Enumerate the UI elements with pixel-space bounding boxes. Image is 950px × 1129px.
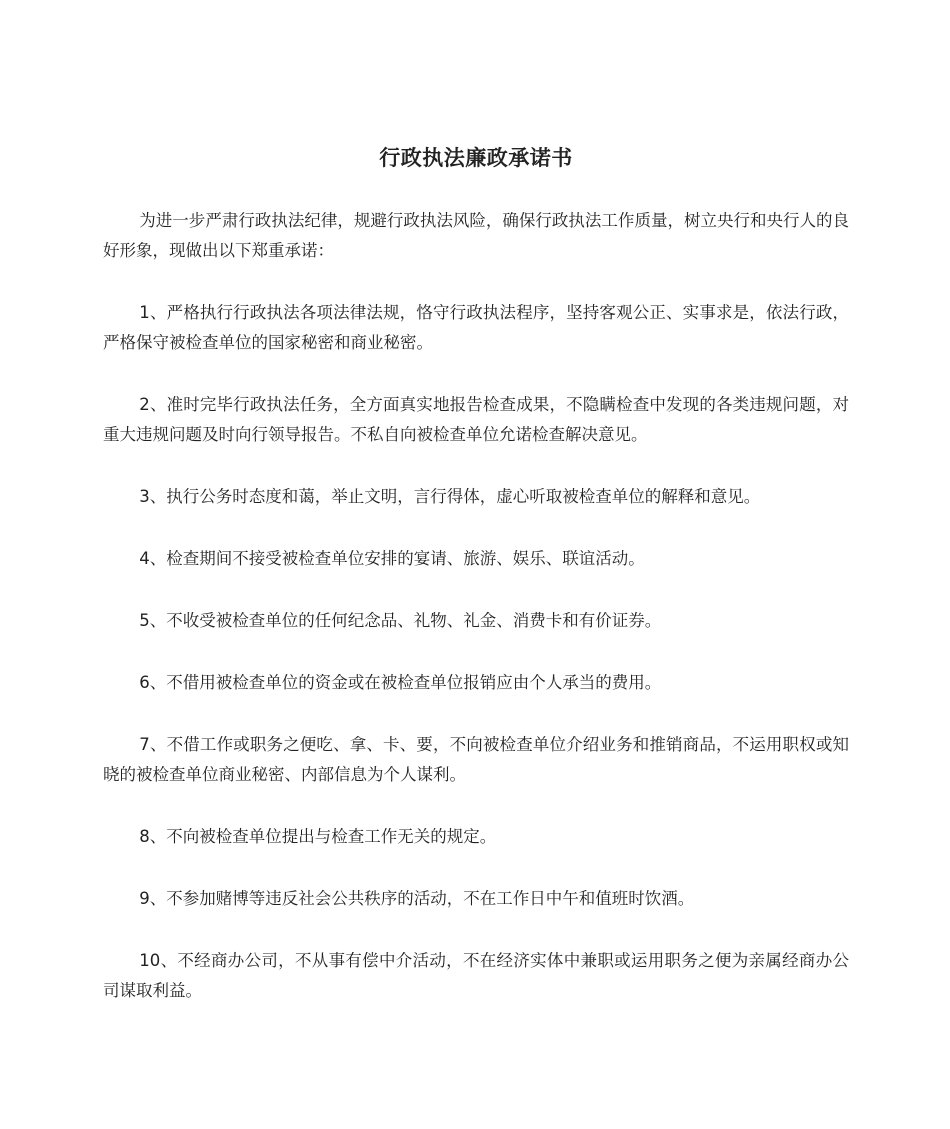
commitment-item-4: 4、检查期间不接受被检查单位安排的宴请、旅游、娱乐、联谊活动。 [139, 549, 645, 568]
commitment-item-2: 2、准时完毕行政执法任务，全方面真实地报告检查成果，不隐瞒检查中发现的各类违规问题，对重大违规问题及时向行领导报告。不私自向被检查单位允诺检查解决意见。 [103, 395, 849, 444]
document-page [103, 140, 849, 1006]
commitment-item-8: 8、不向被检查单位提出与检查工作无关的规定。 [139, 827, 497, 846]
commitment-item-10: 10、不经商办公司，不从事有偿中介活动，不在经济实体中兼职或运用职务之便为亲属经商办公司谋取利益。 [103, 951, 849, 1000]
commitment-item-3: 3、执行公务时态度和蔼，举止文明，言行得体，虚心听取被检查单位的解释和意见。 [139, 487, 761, 506]
commitment-item-5: 5、不收受被检查单位的任何纪念品、礼物、礼金、消费卡和有价证券。 [139, 611, 662, 630]
commitment-item-1: 1、严格执行行政执法各项法律法规，恪守行政执法程序，坚持客观公正、实事求是，依法行政，严格保守被检查单位的国家秘密和商业秘密。 [103, 303, 849, 352]
commitment-item-6: 6、不借用被检查单位的资金或在被检查单位报销应由个人承当的费用。 [139, 673, 662, 692]
intro-paragraph: 为进一步严肃行政执法纪律，规避行政执法风险，确保行政执法工作质量，树立央行和央行人的良好形象，现做出以下郑重承诺： [103, 211, 849, 260]
commitment-item-7: 7、不借工作或职务之便吃、拿、卡、要，不向被检查单位介绍业务和推销商品，不运用职权或知晓的被检查单位商业秘密、内部信息为个人谋利。 [103, 735, 849, 784]
commitment-item-9: 9、不参加赌博等违反社会公共秩序的活动，不在工作日中午和值班时饮酒。 [139, 889, 695, 908]
document-title: 行政执法廉政承诺书 [379, 146, 573, 170]
